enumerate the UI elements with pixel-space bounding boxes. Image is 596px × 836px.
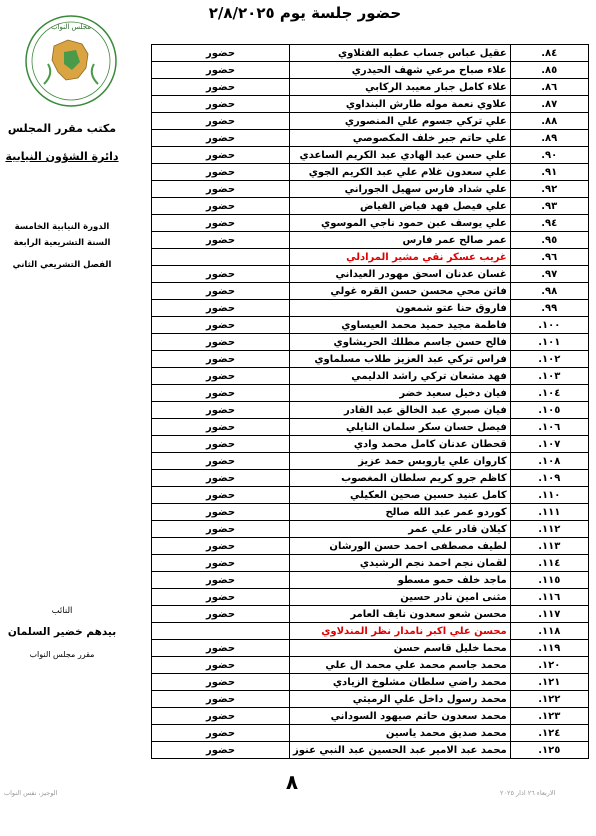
attendance-status: حضور [152,555,290,572]
row-number: ١٠٢. [510,351,588,368]
attendance-status: حضور [152,368,290,385]
member-name: علي حاتم جبر خلف المكصوصي [290,130,511,147]
attendance-status: حضور [152,402,290,419]
table-row [152,640,589,657]
attendance-status: حضور [152,419,290,436]
term-label: السنة التشريعية الرابعة [13,238,111,248]
row-number: ١٢٠. [510,657,588,674]
table-row [152,147,589,164]
attendance-status: حضور [152,232,290,249]
member-name: كيلان قادر علي عمر [290,521,511,538]
member-name: علاوي نعمة موله طارش البنداوي [290,96,511,113]
member-name: علي حسن عبد الهادي عبد الكريم الساعدي [290,147,511,164]
table-row [152,538,589,555]
row-number: ٩٩. [510,300,588,317]
row-number: ١١٨. [510,623,588,640]
office-label: مكتب مقرر المجلس [7,122,117,135]
attendance-table [151,44,589,759]
session-label: الدورة النيابية الخامسة [14,222,110,232]
table-row [152,470,589,487]
row-number: ١١٤. [510,555,588,572]
attendance-status: حضور [152,215,290,232]
row-number: ١١١. [510,504,588,521]
attendance-status: حضور [152,708,290,725]
row-number: ٨٩. [510,130,588,147]
attendance-status: حضور [152,691,290,708]
row-number: ٨٧. [510,96,588,113]
member-name: محمد سعدون حاتم صيهود السوداني [290,708,511,725]
member-name: محسن علي اكبر نامدار نظر المندلاوي [290,623,511,640]
attendance-status: حضور [152,470,290,487]
signatory-role: مقرر مجلس النواب [29,650,95,659]
table-row [152,232,589,249]
table-row [152,79,589,96]
member-name: محسن شعو سعدون نايف العامر [290,606,511,623]
attendance-status: حضور [152,504,290,521]
table-row [152,487,589,504]
member-name: ماجد خلف حمو مسطو [290,572,511,589]
table-row [152,436,589,453]
table-row [152,691,589,708]
member-name: فالح حسن جاسم مطلك الحريشاوي [290,334,511,351]
attendance-status: حضور [152,147,290,164]
attendance-status: حضور [152,130,290,147]
member-name: فاطمة مجيد حميد محمد العيساوي [290,317,511,334]
row-number: ٨٤. [510,45,588,62]
row-number: ١٠٥. [510,402,588,419]
attendance-status [152,623,290,640]
member-name: فاتن محي محسن حسن القره غولي [290,283,511,300]
attendance-status: حضور [152,45,290,62]
attendance-status: حضور [152,283,290,300]
table-row [152,164,589,181]
table-row [152,521,589,538]
row-number: ١٠٦. [510,419,588,436]
member-name: علاء كامل جبار معيبد الركابي [290,79,511,96]
signatory-title: النائب [51,606,73,616]
attendance-status: حضور [152,62,290,79]
table-row [152,266,589,283]
signatory-name: بيدهم خضير السلمان [7,626,117,638]
attendance-status: حضور [152,606,290,623]
table-row [152,198,589,215]
attendance-status: حضور [152,572,290,589]
attendance-status: حضور [152,589,290,606]
table-row [152,283,589,300]
attendance-status: حضور [152,317,290,334]
row-number: ١٠٠. [510,317,588,334]
row-number: ١٠٨. [510,453,588,470]
attendance-status: حضور [152,674,290,691]
row-number: ١٠١. [510,334,588,351]
member-name: محما خليل قاسم حسن [290,640,511,657]
member-name: فراس تركي عبد العزيز طلاب مسلماوي [290,351,511,368]
attendance-status: حضور [152,487,290,504]
attendance-status: حضور [152,385,290,402]
row-number: ٩٠. [510,147,588,164]
member-name: فهد مشعان تركي راشد الدليمي [290,368,511,385]
table-row [152,623,589,640]
attendance-status: حضور [152,351,290,368]
row-number: ٩٣. [510,198,588,215]
member-name: فيان دخيل سعيد خضر [290,385,511,402]
member-name: غريب عسكر نقي مشير المرادلي [290,249,511,266]
table-row [152,351,589,368]
row-number: ١١٧. [510,606,588,623]
attendance-status: حضور [152,113,290,130]
member-name: علاء صباح مرعي شهف الحيدري [290,62,511,79]
row-number: ١١٩. [510,640,588,657]
attendance-status: حضور [152,300,290,317]
member-name: علي يوسف عبن حمود ناجي الموسوي [290,215,511,232]
table-row [152,606,589,623]
row-number: ١٢٥. [510,742,588,759]
row-number: ١٠٧. [510,436,588,453]
table-row [152,453,589,470]
attendance-status: حضور [152,521,290,538]
table-row [152,385,589,402]
table-row [152,402,589,419]
table-row [152,555,589,572]
member-name: علي سعدون غلام علي عبد الكريم الجوي [290,164,511,181]
table-row [152,572,589,589]
row-number: ١١٢. [510,521,588,538]
row-number: ١٢٣. [510,708,588,725]
row-number: ٩٦. [510,249,588,266]
row-number: ١٢٤. [510,725,588,742]
table-row [152,62,589,79]
member-name: عمر صالح عمر فارس [290,232,511,249]
footer-note-left: الوجيز، نفس النواب [4,789,58,797]
row-number: ١٠٣. [510,368,588,385]
emblem-label: مجلس النواب [50,23,92,31]
table-row [152,725,589,742]
row-number: ٨٨. [510,113,588,130]
attendance-status: حضور [152,640,290,657]
member-name: فيان صبري عبد الخالق عبد القادر [290,402,511,419]
row-number: ١١٦. [510,589,588,606]
parliament-emblem-icon [24,14,118,108]
table-row [152,249,589,266]
attendance-status: حضور [152,96,290,113]
member-name: محمد رسول داخل علي الرميثي [290,691,511,708]
row-number: ٩٧. [510,266,588,283]
table-row [152,657,589,674]
page-number: ٨ [285,770,299,794]
member-name: مثنى امين نادر حسين [290,589,511,606]
member-name: فيصل حسان سكر سلمان النايلي [290,419,511,436]
row-number: ٩٢. [510,181,588,198]
row-number: ٩٥. [510,232,588,249]
table-row [152,742,589,759]
chapter-label: الفصل التشريعي الثاني [12,260,112,270]
member-name: محمد صديق محمد ياسين [290,725,511,742]
member-name: غسان عدنان اسحق مهودر العيداني [290,266,511,283]
attendance-status: حضور [152,538,290,555]
row-number: ١٢١. [510,674,588,691]
table-row [152,181,589,198]
footer-note-right: الاربعاء ٢٦ اذار ٢٠٢٥ [500,789,556,797]
attendance-status: حضور [152,725,290,742]
row-number: ٨٦. [510,79,588,96]
member-name: كوردو عمر عبد الله صالح [290,504,511,521]
table-row [152,674,589,691]
member-name: محمد جاسم محمد علي محمد ال علي [290,657,511,674]
table-row [152,300,589,317]
member-name: كاظم جرو كريم سلطان المغصوب [290,470,511,487]
table-row [152,419,589,436]
member-name: فاروق حنا عتو شمعون [290,300,511,317]
member-name: لقمان نجم احمد نجم الرشيدي [290,555,511,572]
row-number: ٩٨. [510,283,588,300]
member-name: محمد راضي سلطان مشلوخ الزيادي [290,674,511,691]
member-name: محمد عبد الامير عبد الحسين عبد النبي عنوز [290,742,511,759]
member-name: كامل عنيد حسين صحين العكيلي [290,487,511,504]
table-row [152,113,589,130]
attendance-status: حضور [152,657,290,674]
attendance-status: حضور [152,198,290,215]
table-row [152,317,589,334]
table-row [152,368,589,385]
member-name: علي شداد فارس سهيل الجوراني [290,181,511,198]
department-label: دائرة الشؤون النيابية [5,150,119,163]
page-title: حضور جلسة يوم ٢/٨/٢٠٢٥ [208,4,402,22]
table-row [152,96,589,113]
member-name: لطيف مصطفى احمد حسن الورشان [290,538,511,555]
row-number: ٩١. [510,164,588,181]
row-number: ١٠٤. [510,385,588,402]
attendance-status: حضور [152,181,290,198]
table-row [152,130,589,147]
attendance-status: حضور [152,334,290,351]
table-row [152,504,589,521]
table-row [152,215,589,232]
member-name: عقيل عباس جساب عطيه الفتلاوي [290,45,511,62]
member-name: قحطان عدنان كامل محمد وادي [290,436,511,453]
attendance-status: حضور [152,266,290,283]
row-number: ١١٥. [510,572,588,589]
attendance-status: حضور [152,79,290,96]
member-name: علي تركي جسوم علي المنصوري [290,113,511,130]
row-number: ١٠٩. [510,470,588,487]
row-number: ٩٤. [510,215,588,232]
row-number: ١٢٢. [510,691,588,708]
table-row [152,708,589,725]
sidebar [0,10,124,700]
attendance-status [152,249,290,266]
attendance-status: حضور [152,164,290,181]
attendance-status: حضور [152,742,290,759]
row-number: ١١٠. [510,487,588,504]
row-number: ٨٥. [510,62,588,79]
table-row [152,334,589,351]
attendance-status: حضور [152,436,290,453]
member-name: علي فيصل فهد فياض الفياض [290,198,511,215]
row-number: ١١٣. [510,538,588,555]
table-row [152,589,589,606]
member-name: كاروان علي ياروبس حمد عزيز [290,453,511,470]
table-row [152,45,589,62]
attendance-status: حضور [152,453,290,470]
